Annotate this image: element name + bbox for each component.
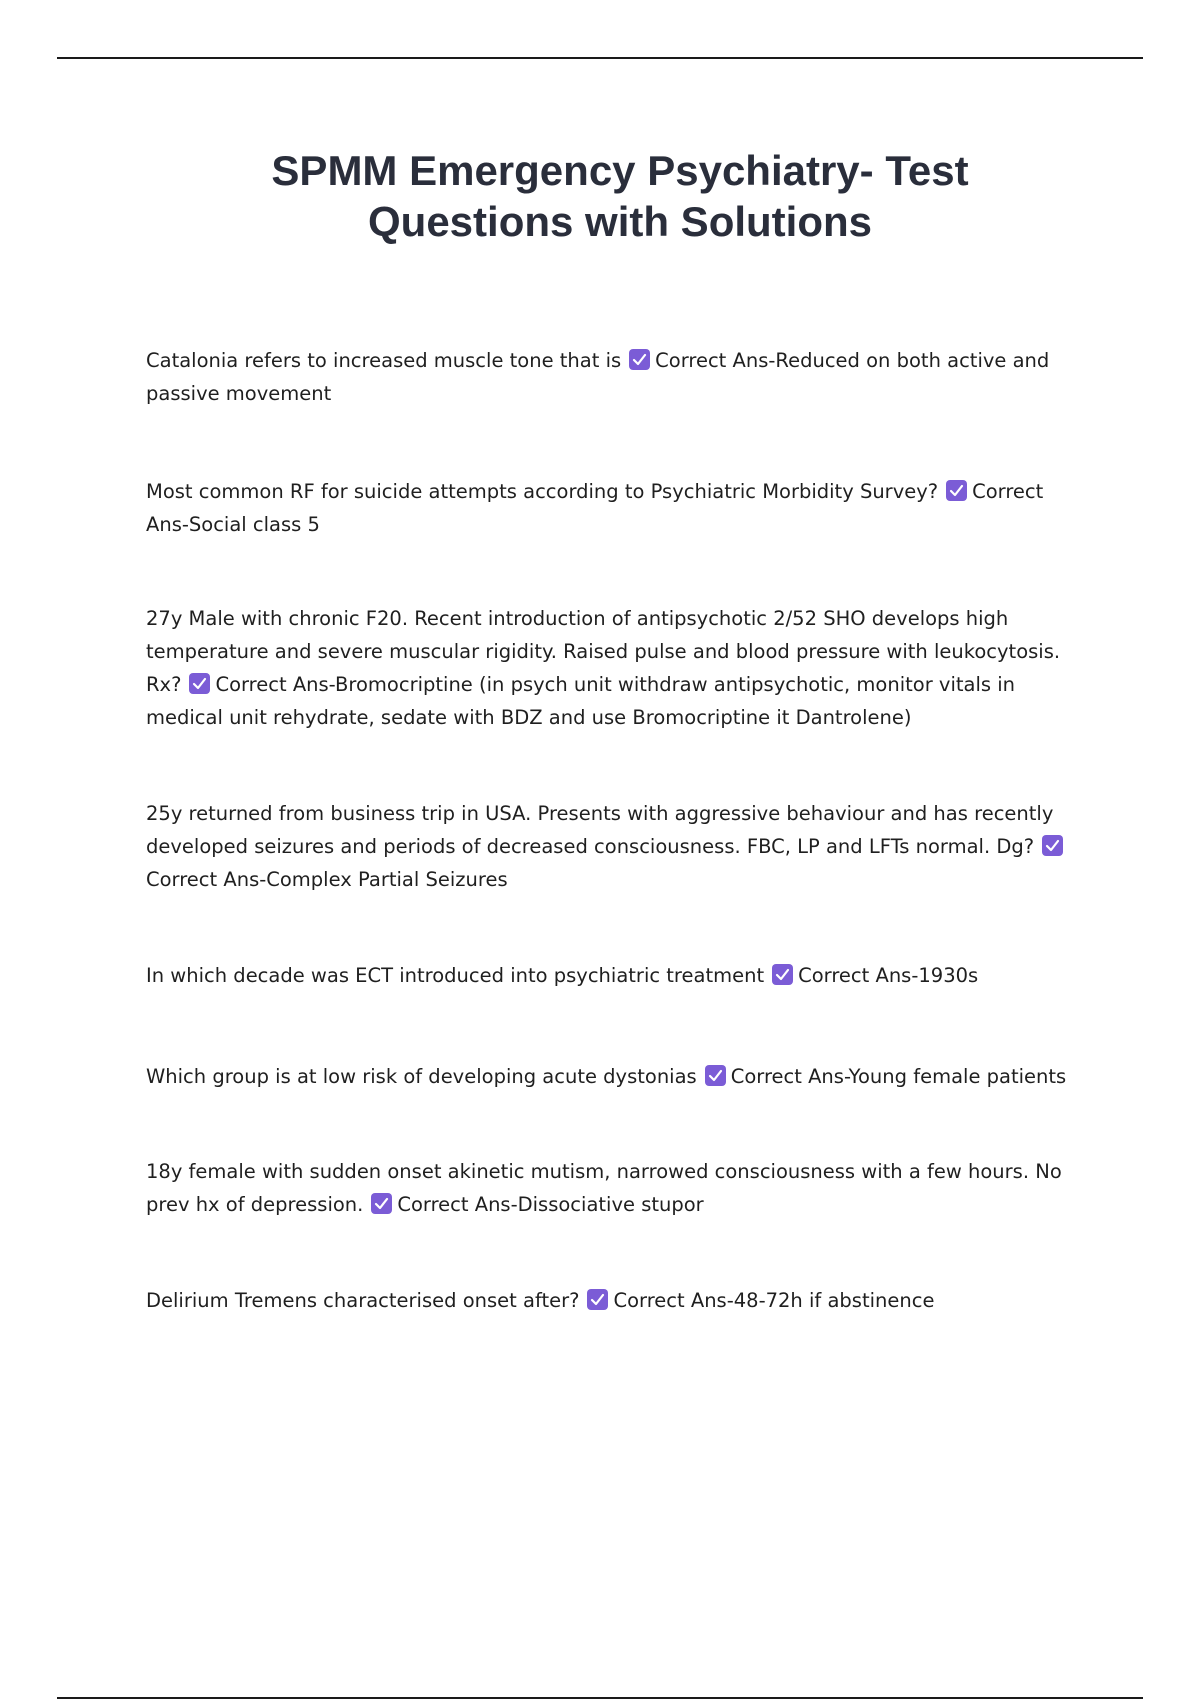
- qa-item: [146, 475, 1076, 541]
- title-line-1: SPMM Emergency Psychiatry- Test: [271, 147, 969, 194]
- answer-text: Correct Ans-Reduced on both active and passive movement: [146, 349, 1050, 405]
- question-text: Which group is at low risk of developing acute dystonias: [146, 1065, 697, 1088]
- qa-item: [146, 797, 1076, 896]
- answer-text: Correct Ans-Social class 5: [146, 480, 1044, 536]
- title-line-2: Questions with Solutions: [368, 198, 872, 245]
- question-text: 18y female with sudden onset akinetic mutism, narrowed consciousness with a few hours. No prev hx of depression.: [146, 1160, 1062, 1216]
- answer-text: Correct Ans-Complex Partial Seizures: [146, 868, 508, 891]
- question-text: 25y returned from business trip in USA. Presents with aggressive behaviour and has recently developed seizures and periods of decreased consciousness. FBC, LP and LFTs normal. Dg?: [146, 802, 1054, 858]
- page-title: [160, 145, 1080, 247]
- check-box-icon: [371, 1193, 392, 1214]
- answer-text: Correct Ans-Dissociative stupor: [397, 1193, 704, 1216]
- qa-item: [146, 1060, 1076, 1093]
- answer-text: Correct Ans-1930s: [798, 964, 979, 987]
- top-rule: [57, 57, 1143, 59]
- bottom-rule: [57, 1697, 1143, 1699]
- qa-item: [146, 602, 1076, 734]
- answer-text: Correct Ans-Young female patients: [730, 1065, 1067, 1088]
- check-box-icon: [587, 1289, 608, 1310]
- qa-item: [146, 959, 1076, 992]
- check-box-icon: [946, 480, 967, 501]
- question-text: Delirium Tremens characterised onset after?: [146, 1289, 580, 1312]
- check-box-icon: [189, 673, 210, 694]
- qa-item: [146, 1284, 1076, 1317]
- question-text: 27y Male with chronic F20. Recent introduction of antipsychotic 2/52 SHO develops high temperature and severe muscular rigidity. Raised pulse and blood pressure with leukocytosis. Rx?: [146, 607, 1061, 696]
- question-text: Most common RF for suicide attempts according to Psychiatric Morbidity Survey?: [146, 480, 939, 503]
- answer-text: Correct Ans-48-72h if abstinence: [613, 1289, 935, 1312]
- question-text: Catalonia refers to increased muscle tone that is: [146, 349, 622, 372]
- question-text: In which decade was ECT introduced into psychiatric treatment: [146, 964, 765, 987]
- qa-list: [146, 344, 1076, 1317]
- check-box-icon: [772, 964, 793, 985]
- qa-item: [146, 344, 1076, 410]
- check-box-icon: [705, 1065, 726, 1086]
- qa-item: [146, 1155, 1076, 1221]
- answer-text: Correct Ans-Bromocriptine (in psych unit withdraw antipsychotic, monitor vitals in medical unit rehydrate, sedate with BDZ and use Bromocriptine it Dantrolene): [146, 673, 1016, 729]
- check-box-icon: [629, 349, 650, 370]
- check-box-icon: [1042, 835, 1063, 856]
